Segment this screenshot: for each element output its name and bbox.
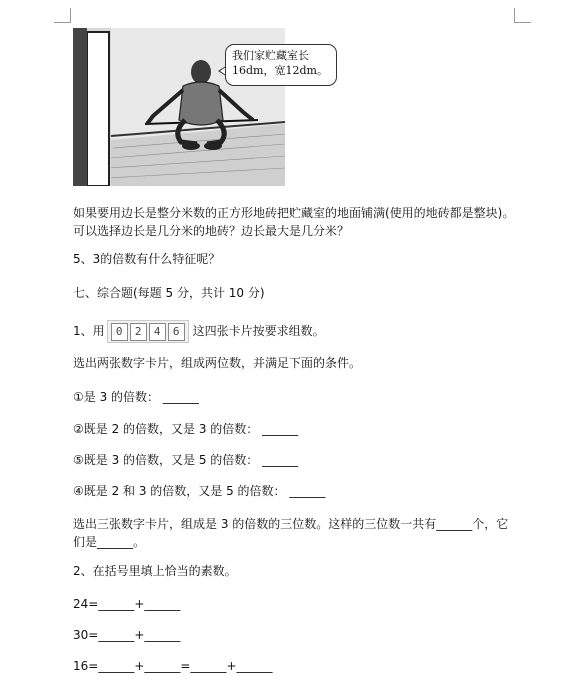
digit-card: 6 <box>168 323 185 341</box>
equation-30: 30=______+______ <box>73 628 181 642</box>
speech-bubble <box>225 44 337 86</box>
question-1-prefix: 1、用 <box>73 324 105 338</box>
condition-4: ④既是 2 和 3 的倍数，又是 5 的倍数： ______ <box>73 484 326 498</box>
digit-card: 0 <box>111 323 128 341</box>
digit-card: 4 <box>149 323 166 341</box>
condition-3: ⑤既是 3 的倍数，又是 5 的倍数： ______ <box>73 453 299 467</box>
equation-24: 24=______+______ <box>73 597 181 611</box>
condition-2: ②既是 2 的倍数，又是 3 的倍数： ______ <box>73 422 299 436</box>
tile-question: 如果要用边长是整分米数的正方形地砖把贮藏室的地面铺满(使用的地砖都是整块)。可以选择边长是几分米的地砖？边长最大是几分米？ <box>73 206 515 238</box>
digit-card: 2 <box>130 323 147 341</box>
speech-line-1: 我们家贮藏室长 <box>232 49 309 62</box>
page-corner-mark <box>514 8 531 23</box>
question-2: 2、在括号里填上恰当的素数。 <box>73 564 237 578</box>
select-three-cards-question: 选出三张数字卡片，组成是 3 的倍数的三位数。这样的三位数一共有______个，它们是______。 <box>73 517 509 549</box>
speech-line-2: 16dm，宽12dm。 <box>232 64 328 77</box>
question-5: 5、3的倍数有什么特征呢？ <box>73 252 221 266</box>
page-corner-mark <box>54 8 71 23</box>
digit-cards <box>107 320 189 343</box>
condition-1: ①是 3 的倍数： ______ <box>73 390 199 404</box>
question-1-suffix: 这四张卡片按要求组数。 <box>192 324 325 338</box>
section-7-title: 七、综合题(每题 5 分，共计 10 分) <box>73 286 265 300</box>
equation-16: 16=______+______=______+______ <box>73 659 273 673</box>
select-two-cards-instruction: 选出两张数字卡片，组成两位数，并满足下面的条件。 <box>73 356 362 370</box>
question-1-line <box>73 320 325 343</box>
